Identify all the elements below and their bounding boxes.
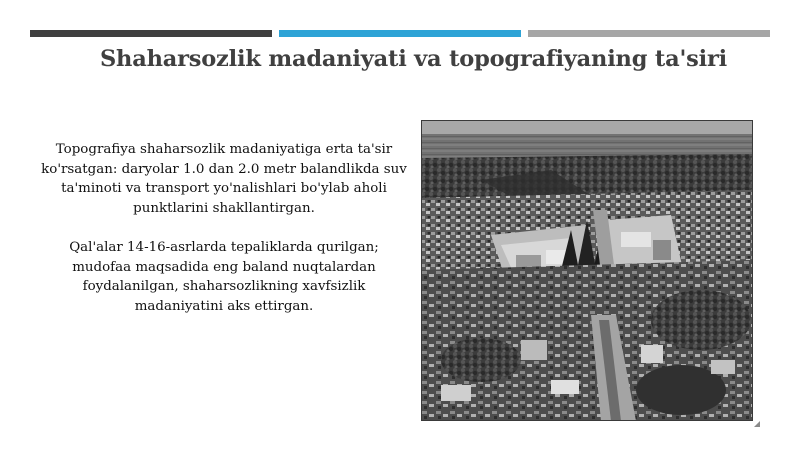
paragraph-fortresses: Qal'alar 14-16-asrlarda tepaliklarda qurilgan; mudofaa maqsadida eng baland nuqtalardan foydalanilgan, shaharsozlikning xavfsizlik madaniyatini aks ettirgan.	[69, 239, 379, 314]
aerial-town-photo	[421, 120, 753, 421]
accent-bar-blue	[279, 30, 521, 37]
aerial-photo-illustration	[421, 120, 753, 421]
corner-arrow-icon	[754, 421, 760, 427]
accent-bar-dark	[30, 30, 272, 37]
paragraph-topography: Topografiya shaharsozlik madaniyatiga erta ta'sir ko'rsatgan: daryolar 1.0 dan 2.0 metr balandlikda suv ta'minoti va transport yo'nalishlari bo'ylab aholi punktlarini shakllantirgan.	[41, 142, 407, 216]
accent-bar-gray	[528, 30, 770, 37]
slide-title: Shaharsozlik madaniyati va topografiyaning ta'siri	[100, 46, 727, 72]
body-text	[40, 140, 408, 316]
